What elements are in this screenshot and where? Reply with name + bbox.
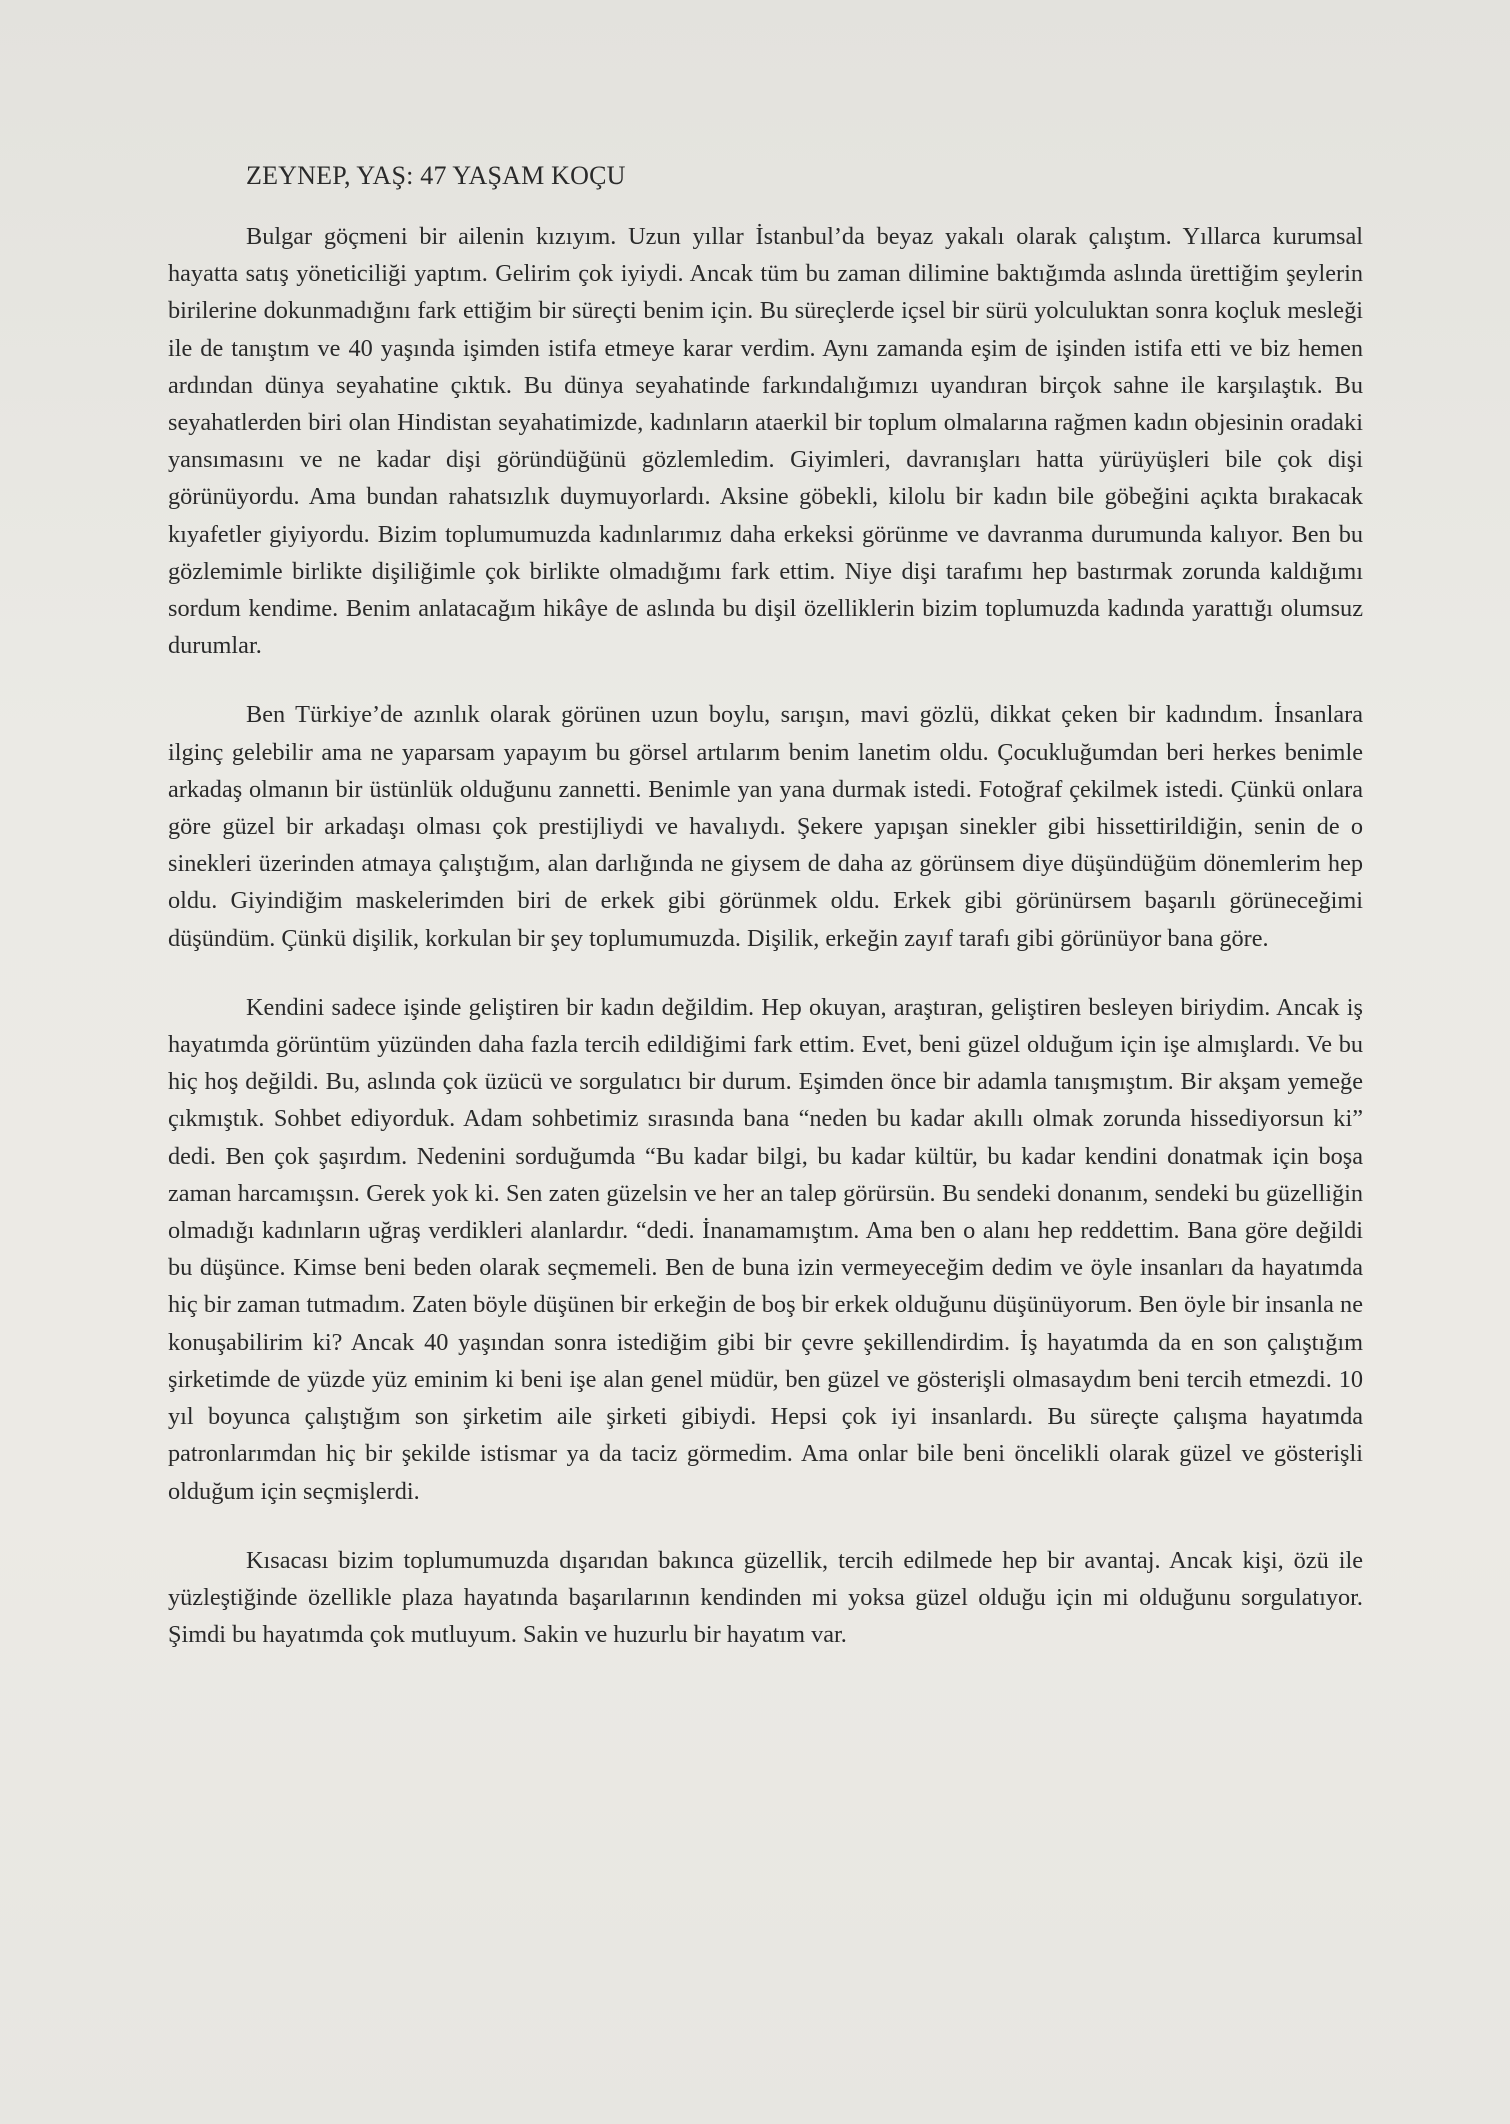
paragraph-3: Kendini sadece işinde geliştiren bir kadın değildim. Hep okuyan, araştıran, geliştiren besleyen biriydim. Ancak iş hayatımda görüntüm yüzünden daha fazla tercih edildiğimi fark ettim. Evet, beni güzel olduğum için işe almışlardı. Ve bu hiç hoş değildi. Bu, aslında çok üzücü ve sorgulatıcı bir durum. Eşimden önce bir adamla tanışmıştım. Bir akşam yemeğe çıkmıştık. Sohbet ediyorduk. Adam sohbetimiz sırasında bana “neden bu kadar akıllı olmak zorunda hissediyorsun ki” dedi. Ben çok şaşırdım. Nedenini sorduğumda “Bu kadar bilgi, bu kadar kültür, bu kadar kendini donatmak için boşa zaman harcamışsın. Gerek yok ki. Sen zaten güzelsin ve her an talep görürsün. Bu sendeki donanım, sendeki bu güzelliğin olmadığı kadınların uğraş verdikleri alanlardır. “dedi. İnanamamıştım. Ama ben o alanı hep reddettim. Bana göre değildi bu düşünce. Kimse beni beden olarak seçmemeli. Ben de buna izin vermeyeceğim dedim ve öyle insanları da hayatımda hiç bir zaman tutmadım. Zaten böyle düşünen bir erkeğin de boş bir erkek olduğunu düşünüyorum. Ben öyle bir insanla ne konuşabilirim ki? Ancak 40 yaşından sonra istediğim gibi bir çevre şekillendirdim. İş hayatımda da en son çalıştığım şirketimde de yüzde yüz eminim ki beni işe alan genel müdür, ben güzel ve gösterişli olmasaydım beni tercih etmezdi. 10 yıl boyunca çalıştığım son şirketim aile şirketi gibiydi. Hepsi çok iyi insanlardı. Bu süreçte çalışma hayatımda patronlarımdan hiç bir şekilde istismar ya da taciz görmedim. Ama onlar bile beni öncelikli olarak güzel ve gösterişli olduğum için seçmişlerdi. (168, 993, 1363, 1505)
paragraph-4: Kısacası bizim toplumumuzda dışarıdan bakınca güzellik, tercih edilmede hep bir avantaj. Ancak kişi, özü ile yüzleştiğinde özellikle plaza hayatında başarılarının kendinden mi yoksa güzel olduğu için mi olduğunu sorgulatıyor. Şimdi bu hayatımda çok mutluyum. Sakin ve huzurlu bir hayatım var. (168, 1546, 1363, 1649)
document-title: ZEYNEP, YAŞ: 47 YAŞAM KOÇU (246, 161, 626, 190)
paragraph-1: Bulgar göçmeni bir ailenin kızıyım. Uzun yıllar İstanbul’da beyaz yakalı olarak çalıştım. Yıllarca kurumsal hayatta satış yöneticiliği yaptım. Gelirim çok iyiydi. Ancak tüm bu zaman dilimine baktığımda aslında ürettiğim şeylerin birilerine dokunmadığını fark ettiğim bir süreçti benim için. Bu süreçlerde içsel bir sürü yolculuktan sonra koçluk mesleği ile de tanıştım ve 40 yaşında işimden istifa etmeye karar verdim. Aynı zamanda eşim de işinden istifa etti ve biz hemen ardından dünya seyahatine çıktık. Bu dünya seyahatinde farkındalığımızı uyandıran birçok sahne ile karşılaştık. Bu seyahatlerden biri olan Hindistan seyahatimizde, kadınların ataerkil bir toplum olmalarına rağmen kadın objesinin oradaki yansımasını ve ne kadar dişi göründüğünü gözlemledim. Giyimleri, davranışları hatta yürüyüşleri bile çok dişi görünüyordu. Ama bundan rahatsızlık duymuyorlardı. Aksine göbekli, kilolu bir kadın bile göbeğini açıkta bırakacak kıyafetler giyiyordu. Bizim toplumumuzda kadınlarımız daha erkeksi görünme ve davranma durumunda kalıyor. Ben bu gözlemimle birlikte dişiliğimle çok birlikte olmadığımı fark ettim. Niye dişi tarafımı hep bastırmak zorunda kaldığımı sordum kendime. Benim anlatacağım hikâye de aslında bu dişil özelliklerin bizim toplumuzda kadında yarattığı olumsuz durumlar. (168, 223, 1363, 660)
document-body (168, 158, 1363, 1685)
paragraph-2: Ben Türkiye’de azınlık olarak görünen uzun boylu, sarışın, mavi gözlü, dikkat çeken bir kadındım. İnsanlara ilginç gelebilir ama ne yaparsam yapayım bu görsel artılarım benim lanetim oldu. Çocukluğumdan beri herkes benimle arkadaş olmanın bir üstünlük olduğunu zannetti. Benimle yan yana durmak istedi. Fotoğraf çekilmek istedi. Çünkü onlara göre güzel bir arkadaşı olması çok prestijliydi ve havalıydı. Şekere yapışan sinekler gibi hissettirildiğin, senin de o sinekleri üzerinden atmaya çalıştığım, alan darlığında ne giysem de daha az görünsem diye düşündüğüm dönemlerim hep oldu. Giyindiğim maskelerimden biri de erkek gibi görünmek oldu. Erkek gibi görünürsem başarılı görüneceğimi düşündüm. Çünkü dişilik, korkulan bir şey toplumumuzda. Dişilik, erkeğin zayıf tarafı gibi görünüyor bana göre. (168, 701, 1363, 952)
